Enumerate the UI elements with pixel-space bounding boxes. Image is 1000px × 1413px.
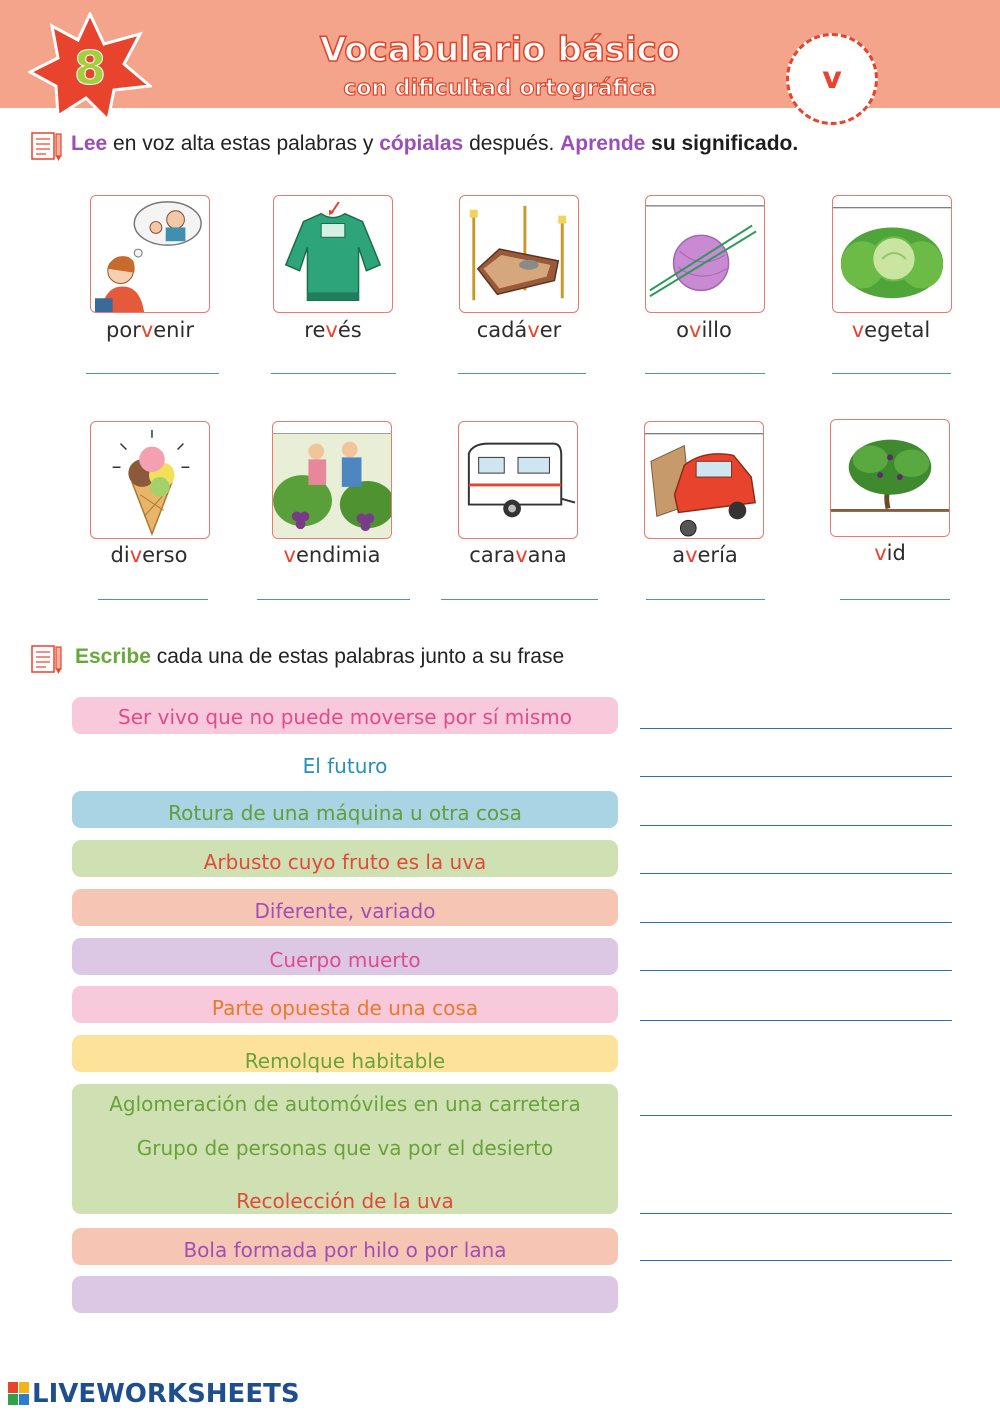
word-letter-v: v [325,318,338,342]
page-title: Vocabulario básico [319,30,681,70]
word-porvenir [70,318,230,342]
definition-text: El futuro [302,754,388,778]
word-letter-v: v [851,318,865,342]
word-part: di [110,543,130,567]
picture-card-reves [273,195,393,313]
word-part: cara [469,543,516,567]
copy-line-averia[interactable] [646,599,765,600]
definition-text: Diferente, variado [254,899,436,923]
copy-line-vid[interactable] [840,599,950,600]
word-letter-v: v [129,543,143,567]
instr-escribe: Escribe [75,645,151,668]
definition-text: Rotura de una máquina u otra cosa [168,801,522,825]
definition-bar [72,791,618,828]
definition-text: Parte opuesta de una cosa [211,996,479,1020]
word-letter-v: v [515,543,528,567]
picture-card-ovillo [645,195,765,313]
copy-line-diverso[interactable] [98,599,208,600]
word-part: erso [142,543,188,567]
instr-text-3: su significado. [645,132,799,155]
definition-bar [72,746,618,783]
definition-text: Aglomeración de automóviles en una carretera [109,1092,581,1116]
yarn-ball-icon [646,196,764,312]
definition-bar [72,697,618,734]
picture-card-vegetal [832,195,952,313]
word-cadaver [439,318,599,342]
word-part: cadá [476,318,528,342]
liveworksheets-logo-icon [8,1382,30,1406]
copy-line-cadaver[interactable] [458,373,586,374]
picture-card-diverso [90,421,210,539]
picture-card-caravana [458,421,578,539]
broken-car-icon [645,422,763,538]
page-subtitle: con dificultad ortográfica [343,76,657,101]
word-averia [625,543,785,567]
copy-line-vendimia[interactable] [257,599,410,600]
answer-line[interactable] [640,1260,952,1261]
instr-text-write: cada una de estas palabras junto a su frase [150,645,565,668]
picture-card-averia [644,421,764,539]
word-letter-v: v [283,543,296,567]
notebook-pencil-icon [30,130,64,162]
word-letter-v: v [874,541,887,565]
answer-line[interactable] [640,970,952,971]
definition-text: Cuerpo muerto [269,948,421,972]
picture-card-vid [830,419,950,537]
copy-line-ovillo[interactable] [645,373,765,374]
word-part: er [539,318,562,342]
definition-bar [72,1035,618,1072]
answer-line[interactable] [640,922,952,923]
word-part: por [106,318,141,342]
word-letter-v: v [140,318,154,342]
answer-line[interactable] [640,825,952,826]
instr-copialas: cópialas [379,132,464,155]
word-part: endimia [295,543,381,567]
word-diverso [69,543,229,567]
definition-text: Ser vivo que no puede moverse por sí mismo [118,705,572,729]
word-letter-v: v [685,543,698,567]
word-part: a [672,543,686,567]
definition-bar [72,938,618,975]
word-ovillo [624,318,784,342]
copy-line-vegetal[interactable] [832,373,951,374]
word-part: re [304,318,326,342]
answer-line[interactable] [640,1115,952,1116]
word-part: o [676,318,690,342]
answer-line[interactable] [640,1020,952,1021]
word-part: ana [527,543,567,567]
word-vid [810,541,970,565]
word-part: és [337,318,362,342]
definition-bar [72,1228,618,1265]
picture-card-porvenir [90,195,210,313]
copy-line-reves[interactable] [271,373,396,374]
word-letter-v: v [527,318,540,342]
picture-card-vendimia [272,421,392,539]
definition-group-bar [72,1084,618,1214]
word-part: enir [153,318,194,342]
instruction-write [75,645,564,669]
definition-bar [72,1276,618,1313]
instruction-read-copy [71,132,798,156]
definition-text: Arbusto cuyo fruto es la uva [203,850,487,874]
word-vegetal [811,318,971,342]
vine-icon [831,420,949,536]
letter-badge: v [786,33,878,125]
word-reves [253,318,413,342]
unit-number: 8 [73,41,106,95]
word-part: egetal [864,318,931,342]
definition-text: Grupo de personas que va por el desierto [136,1136,554,1160]
instr-text-1: en voz alta estas palabras y [107,132,380,155]
thinking-girl-icon [91,196,209,312]
answer-line[interactable] [640,873,952,874]
coffin-icon [460,196,578,312]
word-letter-v: v [689,318,702,342]
caravan-icon [459,422,577,538]
definition-text: Recolección de la uva [236,1189,454,1213]
footer-brand: LIVEWORKSHEETS [32,1379,300,1409]
instr-aprende: Aprende [560,132,646,155]
word-part: illo [701,318,732,342]
picture-card-cadaver [459,195,579,313]
answer-line[interactable] [640,776,952,777]
notebook-pencil-icon [30,643,64,675]
definition-bar [72,840,618,877]
cabbage-icon [833,196,951,312]
sweater-icon [274,196,392,312]
definition-bar [72,986,618,1023]
word-part: ería [697,543,738,567]
word-part: id [886,541,906,565]
instr-text-2: después. [463,132,561,155]
answer-line[interactable] [640,728,952,729]
definition-text: Bola formada por hilo o por lana [183,1238,507,1262]
copy-line-caravana[interactable] [441,599,598,600]
ice-cream-icon [91,422,209,538]
copy-line-porvenir[interactable] [86,373,219,374]
definition-bar [72,889,618,926]
answer-line[interactable] [640,1213,952,1214]
word-caravana [438,543,598,567]
word-vendimia [252,543,412,567]
instr-lee: Lee [71,132,108,155]
grape-harvest-icon [273,422,391,538]
definition-text: Remolque habitable [244,1049,446,1073]
